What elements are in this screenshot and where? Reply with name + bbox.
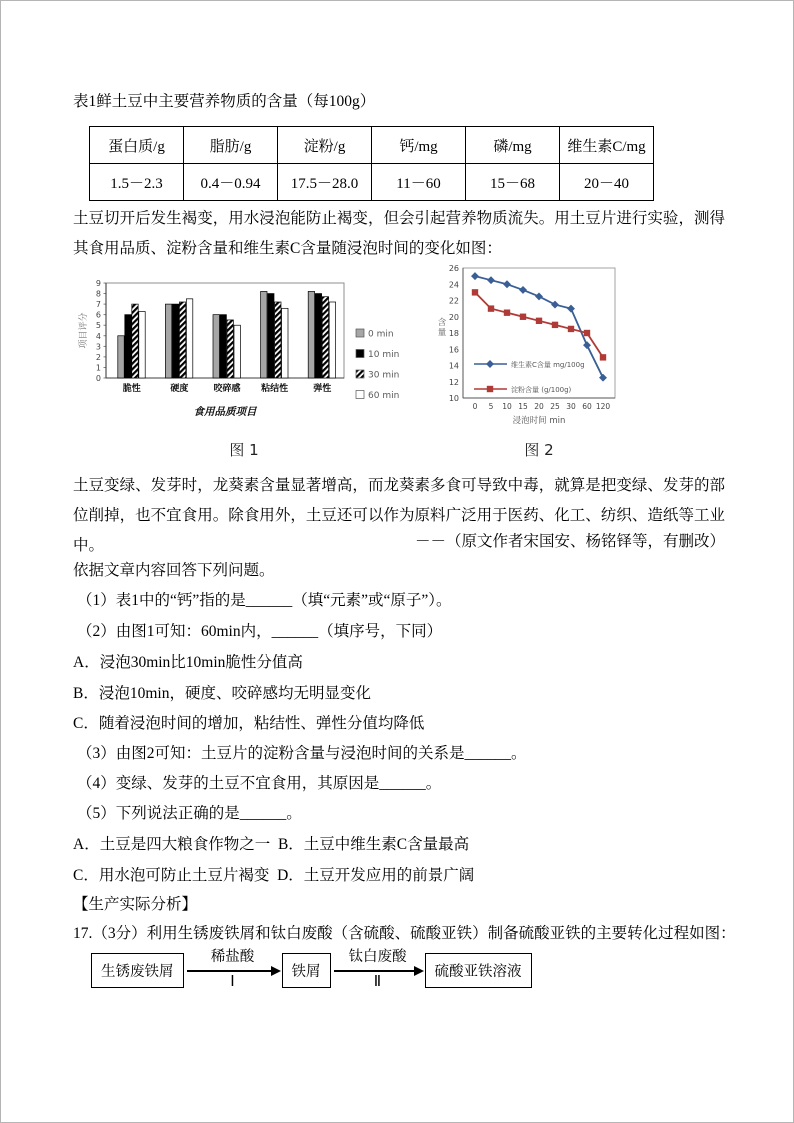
figure2 [429,256,649,459]
svg-text:8: 8 [95,289,101,299]
svg-text:脆性: 脆性 [122,384,141,394]
svg-text:5: 5 [95,321,101,331]
question-3: （3）由图2可知：土豆片的淀粉含量与浸泡时间的关系是______。 [77,745,527,762]
figure1 [77,259,411,459]
table-header-row [90,127,654,164]
svg-text:15: 15 [518,402,528,411]
bar-chart-svg [77,259,411,431]
flow-box-iron-scraps: 铁屑 [282,953,331,988]
question-17: 17.（3分）利用生锈废铁屑和钛白废酸（含硫酸、硫酸亚铁）制备硫酸亚铁的主要转化过程如图： [73,925,736,942]
value-fat: 0.4－0.94 [184,164,278,201]
svg-text:22: 22 [448,296,459,306]
svg-text:60 min: 60 min [368,391,400,401]
svg-text:14: 14 [448,361,459,371]
flow-box-ferrous-sulfate-solution: 硫酸亚铁溶液 [425,953,532,988]
section-header: 【生产实际分析】 [73,896,198,913]
header-calcium: 钙/mg [372,127,466,164]
question-4: （4）变绿、发芽的土豆不宜食用，其原因是______。 [77,775,442,792]
svg-text:食用品质项目: 食用品质项目 [193,406,257,418]
svg-text:26: 26 [448,264,459,273]
svg-text:25: 25 [550,402,560,411]
svg-text:5: 5 [488,402,494,411]
svg-text:硬度: 硬度 [170,384,189,394]
attribution-line: －－（原文作者宋国安、杨铭铎等，有删改） [414,533,725,550]
questions-intro: 依据文章内容回答下列问题。 [73,562,275,579]
svg-text:弹性: 弹性 [313,384,332,394]
intro-paragraph: 土豆切开后发生褐变，用水浸泡能防止褐变，但会引起营养物质流失。用土豆片进行实验，测得其食用品质、淀粉含量和维生素C含量随浸泡时间的变化如图： [73,210,725,257]
svg-text:30 min: 30 min [368,370,400,381]
question-5: （5）下列说法正确的是______。 [77,805,302,822]
flow-diagram [91,949,532,991]
table-value-row [90,164,654,201]
svg-text:0: 0 [472,402,478,411]
svg-text:9: 9 [95,279,101,288]
flow-arrow-1 [185,949,281,991]
question-2: （2）由图1可知：60min内，______（填序号，下同） [77,623,443,640]
svg-text:16: 16 [448,345,459,355]
svg-text:浸泡时间 min: 浸泡时间 min [512,416,566,426]
flow-box-rusty-iron-scraps: 生锈废铁屑 [91,953,184,988]
svg-text:咬碎感: 咬碎感 [213,384,241,394]
figure1-caption: 图 1 [229,441,259,459]
flow-step-2-label: Ⅱ [373,974,382,990]
header-fat: 脂肪/g [184,127,278,164]
svg-text:维生素C含量 mg/100g: 维生素C含量 mg/100g [511,360,585,369]
svg-text:1: 1 [95,363,101,373]
header-starch: 淀粉/g [278,127,372,164]
header-protein: 蛋白质/g [90,127,184,164]
svg-text:10: 10 [448,394,459,403]
svg-text:60: 60 [582,402,592,411]
svg-text:20: 20 [534,402,544,411]
question-2-option-c: C．随着浸泡时间的增加，粘结性、弹性分值均降低 [73,715,425,732]
arrow-right-icon [334,970,422,972]
question-1: （1）表1中的“钙”指的是______（填“元素”或“原子”）。 [77,592,452,609]
svg-text:粘结性: 粘结性 [261,384,289,394]
svg-text:0: 0 [95,374,101,383]
question-5-options-ab: A．土豆是四大粮食作物之一 B．土豆中维生素C含量最高 [73,836,470,853]
svg-text:24: 24 [448,280,459,290]
value-vitamin-c: 20－40 [560,164,654,201]
question-5-options-cd: C．用水泡可防止土豆片褐变 D．土豆开发应用的前景广阔 [73,867,475,884]
question-2-option-b: B．浸泡10min，硬度、咬碎感均无明显变化 [73,685,371,702]
flow-arrow1-reagent-label: 稀盐酸 [210,949,255,965]
svg-text:6: 6 [95,310,101,320]
svg-text:4: 4 [95,331,101,341]
table-caption: 表1鲜土豆中主要营养物质的含量（每100g） [73,93,376,110]
value-calcium: 11－60 [372,164,466,201]
flow-step-1-label: Ⅰ [230,974,235,990]
svg-text:12: 12 [448,377,459,387]
figure2-caption: 图 2 [524,441,554,459]
flow-arrow2-reagent-label: 钛白废酸 [348,949,407,965]
svg-text:20: 20 [448,312,459,322]
svg-text:3: 3 [95,342,101,352]
header-vitamin-c: 维生素C/mg [560,127,654,164]
svg-text:120: 120 [595,402,611,411]
line-chart-svg [429,256,649,432]
svg-text:30: 30 [566,402,576,411]
value-starch: 17.5－28.0 [278,164,372,201]
flow-arrow-2 [332,949,424,991]
svg-text:10 min: 10 min [368,350,400,360]
svg-text:项目评分: 项目评分 [79,312,89,349]
value-phosphorus: 15－68 [466,164,560,201]
svg-text:2: 2 [95,352,101,362]
header-phosphorus: 磷/mg [466,127,560,164]
svg-text:0 min: 0 min [368,329,394,340]
source-paragraph: 土豆变绿、发芽时，龙葵素含量显著增高，而龙葵素多食可导致中毒，就算是把变绿、发芽的部位削掉，也不宜食用。除食用外，土豆还可以作为原料广泛用于医药、化工、纺织、造纸等工业中。 [73,477,725,554]
svg-text:18: 18 [448,329,459,338]
question-2-option-a: A．浸泡30min比10min脆性分值高 [73,654,303,671]
nutrition-table [89,126,654,201]
arrow-right-icon [187,970,279,972]
svg-text:7: 7 [95,300,101,310]
svg-text:淀粉含量 (g/100g): 淀粉含量 (g/100g) [511,385,572,394]
svg-text:10: 10 [502,402,512,411]
value-protein: 1.5－2.3 [90,164,184,201]
svg-text:含量: 含量 [437,318,447,338]
